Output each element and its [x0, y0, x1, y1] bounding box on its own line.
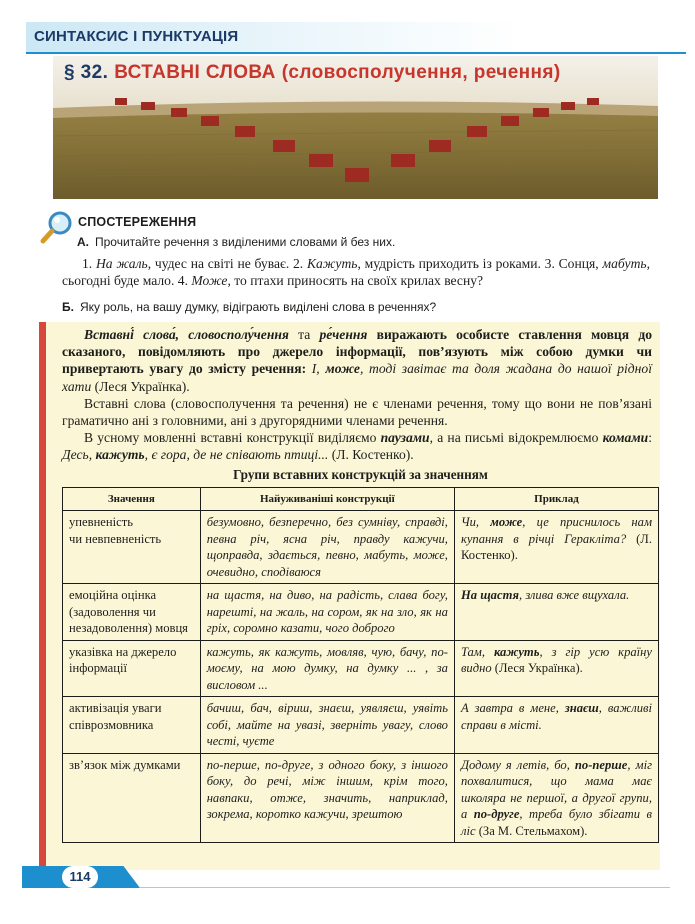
emphasis-bold-italic: по-перше [574, 757, 628, 772]
header-divider [26, 52, 686, 54]
cell-constructions: безумовно, безперечно, без сумніву, справді, певна річ, ясна річ, правду кажучи, щоправда, здається, певно, мабуть, може, очевидно, сподіваюся [200, 511, 454, 584]
emphasis-bold-italic: кажуть [95, 447, 145, 463]
title-main: ВСТАВНІ СЛОВА [114, 62, 276, 83]
cell-meaning: зв’язок між думками [63, 753, 201, 843]
emphasis-bold-italic: комами [602, 430, 649, 446]
table-title: Групи вставних конструкцій за значенням [233, 467, 488, 482]
text-run: та [288, 327, 320, 342]
paragraph-number: § 32. [64, 62, 109, 83]
groups-table [62, 487, 659, 843]
emphasis-italic: , треба було збігати в ліс [460, 807, 652, 838]
cell-constructions: бачиш, бач, віриш, знаєш, уявляєш, уявіть собі, майте на увазі, зверніть увагу, слово честі, чуєте [200, 697, 454, 754]
text-run: , чудес на світі не буває. [147, 256, 290, 271]
cell-example [454, 511, 658, 584]
page-title [64, 62, 561, 84]
cell-meaning: активізація уваги співрозмовника [63, 697, 201, 754]
text-run: (Леся Українка). [491, 661, 583, 675]
cell-constructions: кажуть, як кажуть, мовляв, чую, бачу, по-моєму, на мою думку, на думку ... , за висловом ... [200, 640, 454, 697]
text-run: , а на письмі відокремлюємо [429, 430, 603, 446]
emphasis-italic: І, [311, 361, 326, 377]
emphasis-bold-italic: кажуть [493, 644, 540, 659]
text-run: , сьогодні буде мало. [62, 256, 650, 288]
emphasis-bold-italic: паузами [380, 430, 430, 446]
emphasis-italic: Може [191, 273, 228, 288]
observation-heading: СПОСТЕРЕЖЕННЯ [78, 215, 197, 229]
task-b-label: Б. [62, 300, 74, 314]
sentence-number: 2. [289, 256, 307, 271]
rule-accent-bar [39, 322, 46, 870]
cell-constructions: по-перше, по-друге, з одного боку, з іншого боку, до речі, між іншим, крім того, навпаки, отже, значить, наприклад, зокрема, коротко кажучи, зрештою [200, 753, 454, 843]
emphasis-italic: , це приснилось нам купання в річці Геракліта? [460, 515, 652, 546]
table-header-row [63, 488, 659, 511]
emphasis-italic: мабуть [602, 256, 647, 271]
emphasis-italic: А завтра в мене, [460, 701, 565, 715]
rule-paragraph [62, 429, 652, 463]
emphasis-bold: виражають особисте ставлення мовця до сказаного, повідомляють про джерело інформації, пов’язують між собою думки чи привертають увагу до змісту речення: [62, 327, 652, 377]
footer-divider [140, 887, 670, 888]
text-run: : [648, 430, 652, 446]
task-b [62, 300, 436, 314]
emphasis-italic: , міг похвалитися, що мама має школяра не першої, а другої групи, а [460, 757, 652, 821]
emphasis-italic: , є гора, де не співають птиці... [144, 447, 329, 463]
header-constructions: Найуживаніші конструкції [200, 488, 454, 511]
task-a-text: Прочитайте речення з виділеними словами й без них. [95, 235, 396, 249]
cell-example [454, 584, 658, 641]
cell-example [454, 640, 658, 697]
emphasis-italic: Додому я летів, бо, [460, 757, 575, 772]
text-run: (За М. Стельмахом). [475, 823, 588, 838]
text-run: (Леся Українка). [91, 378, 190, 394]
table-row [63, 584, 659, 641]
cell-meaning: указівка на джерело інформації [63, 640, 201, 697]
rule-paragraph [62, 395, 652, 429]
title-sub: (словосполучення, речення) [281, 62, 561, 83]
rule-text [62, 326, 652, 464]
emphasis-italic: Десь, [62, 447, 96, 463]
sentence-number: 4. [174, 273, 192, 288]
table-row [63, 753, 659, 843]
table-row [63, 511, 659, 584]
text-run: В усному мовленні вставні конструкції виділяємо [84, 430, 381, 446]
header-meaning: Значення [63, 488, 201, 511]
section-label: СИНТАКСИС І ПУНКТУАЦІЯ [34, 28, 239, 45]
task-b-text: Яку роль, на вашу думку, відіграють виділені слова в реченнях? [79, 300, 437, 314]
cell-example [454, 753, 658, 843]
cell-meaning: упевненість чи невпевненість [63, 511, 201, 584]
table-row [63, 640, 659, 697]
emphasis-bold-italic: На щастя [460, 588, 520, 602]
header-example: Приклад [454, 488, 658, 511]
cell-meaning: емоційна оцінка (задоволення чи незадоволення) мовця [63, 584, 201, 641]
emphasis-bold-italic: знаєш [564, 701, 599, 715]
text-run: Вставні слова (словосполучення та речення) не є членами речення, тому що вони не пов’язані граматично ані з головними, ані з другорядними членами речення. [62, 395, 652, 429]
emphasis-bold-italic: Вставні́ слова́, словосполу́чення [84, 327, 289, 342]
magnifier-icon [40, 210, 74, 244]
emphasis-bold-italic: може [490, 515, 523, 529]
sentence-number: 3. [540, 256, 559, 271]
text-run: Сонця, [558, 256, 603, 271]
task-a-label: А. [77, 235, 89, 249]
emphasis-italic: , з гір усю країну видно [460, 644, 653, 675]
text-run: (Л. Костенко). [328, 447, 414, 463]
emphasis-italic: На жаль [95, 256, 148, 271]
cell-example [454, 697, 658, 754]
table-row [63, 697, 659, 754]
example-sentences [62, 255, 650, 289]
emphasis-italic: Чи, [460, 515, 491, 529]
emphasis-italic: , важливі справи в місті. [460, 701, 652, 732]
page-number: 114 [62, 866, 98, 888]
sentence-number: 1. [82, 256, 96, 271]
text-run: (Л. Костенко). [460, 531, 652, 562]
text-run: , то птахи приносять на своїх крилах весну? [227, 273, 484, 288]
cell-constructions: на щастя, на диво, на радість, слава богу, нарешті, на жаль, на сором, як на зло, як на гріх, соромно казати, чого доброго [200, 584, 454, 641]
text-run: , мудрість приходить із роками. [357, 256, 541, 271]
emphasis-italic: , тоді завітає та доля жадана до нашої рідної хати [62, 361, 652, 394]
emphasis-italic: Там, [460, 644, 494, 659]
emphasis-bold-italic: ре́чення [319, 327, 368, 342]
rule-paragraph [62, 326, 652, 395]
task-a [77, 235, 395, 249]
emphasis-bold-italic: може [325, 361, 360, 377]
emphasis-bold-italic: по-друге [473, 807, 520, 821]
emphasis-italic: , злива вже вщухала. [519, 588, 630, 602]
emphasis-italic: Кажуть [306, 256, 358, 271]
